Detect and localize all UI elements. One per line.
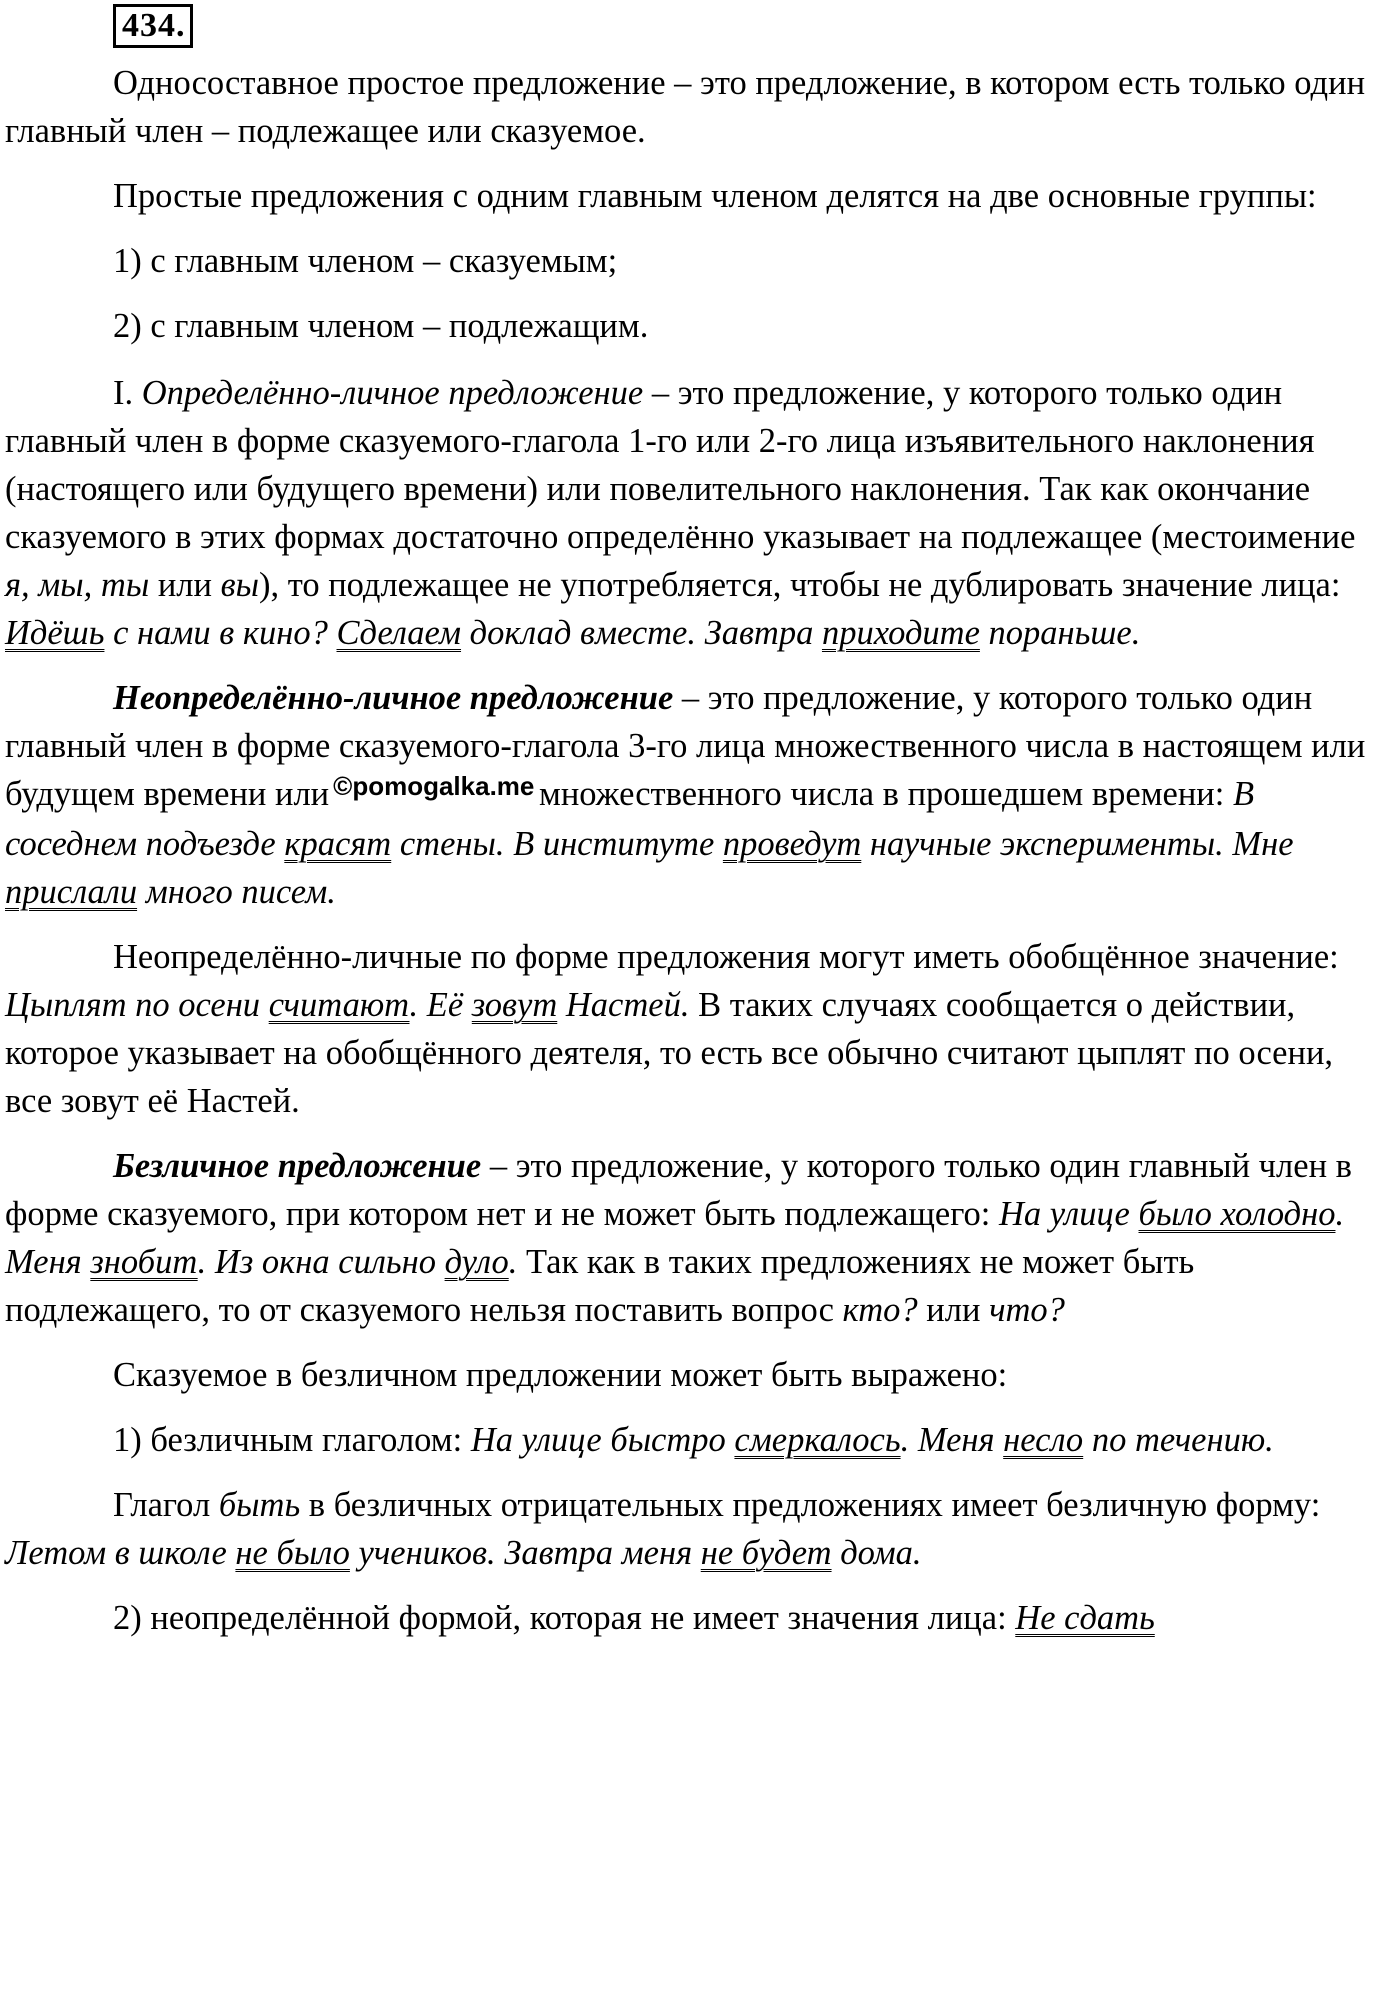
predicate-underlined: несло <box>1003 1421 1084 1459</box>
text: – это предложение, у которого только один главный член в форме сказуемого-глагола 3-го лица множественного числа в настоящем или будущем времени или <box>5 679 1366 813</box>
example: Летом в школе <box>5 1534 236 1572</box>
example: вы <box>220 566 259 604</box>
text: Глагол <box>113 1486 219 1524</box>
predicate-underlined: не будет <box>700 1534 832 1572</box>
example: учеников. Завтра меня <box>349 1534 701 1572</box>
paragraph-verb-byt <box>5 1481 1375 1577</box>
paragraph-definition: Односоставное простое предложение – это предложение, в котором есть только один главный член – подлежащее или сказуемое. <box>5 64 1366 150</box>
predicate-underlined: красят <box>284 825 392 863</box>
predicate-underlined: Сделаем <box>336 614 462 652</box>
predicate-underlined: Идёшь <box>5 614 105 652</box>
example: доклад вместе. Завтра <box>461 614 822 652</box>
example: дома. <box>831 1534 922 1572</box>
predicate-underlined: не было <box>235 1534 350 1572</box>
text: 2) неопределённой формой, которая не имеет значения лица: <box>113 1599 1016 1637</box>
example: На улице быстро <box>470 1421 735 1459</box>
text: – это предложение, у которого только один главный член в форме сказуемого, при котором нет и не может быть подлежащего: <box>5 1147 1352 1233</box>
example: . Меня <box>5 1195 1345 1281</box>
text: или <box>917 1291 990 1329</box>
predicate-underlined: считают <box>268 986 410 1024</box>
paragraph-groups: Простые предложения с одним главным членом делятся на две основные группы: <box>113 177 1317 215</box>
text: I. <box>113 374 142 412</box>
example: быть <box>218 1486 301 1524</box>
predicate-underlined: знобит <box>90 1243 198 1281</box>
example: стены. В институте <box>391 825 723 863</box>
paragraph-indefinite-personal <box>5 674 1375 916</box>
text: В таких случаях сообщается о действии, которое указывает на обобщённого деятеля, то есть все обычно считают цыплят по осени, все зовут её Настей. <box>5 986 1334 1120</box>
predicate-underlined: смеркалось <box>734 1421 901 1459</box>
text: ), то подлежащее не употребляется, чтобы не дублировать значение лица: <box>258 566 1341 604</box>
example: Цыплят по осени <box>5 986 269 1024</box>
example: . Её <box>409 986 472 1024</box>
list-item-impersonal-verb <box>5 1416 1375 1464</box>
paragraph-impersonal <box>5 1142 1375 1334</box>
predicate-underlined: было холодно <box>1138 1195 1336 1233</box>
predicate-underlined: приходите <box>821 614 980 652</box>
example: В соседнем подъезде <box>5 775 1255 863</box>
example: На улице <box>998 1195 1139 1233</box>
term: Определённо-личное предложение <box>141 374 644 412</box>
example: пораньше. <box>979 614 1141 652</box>
text: 1) безличным глаголом: <box>113 1421 471 1459</box>
list-item-1: 1) с главным членом – сказуемым; <box>113 242 618 280</box>
predicate-underlined: дуло <box>444 1243 509 1281</box>
term: Неопределённо-личное предложение <box>113 679 674 717</box>
predicate-underlined: Не сдать <box>1015 1599 1155 1637</box>
paragraph-predicate-forms: Сказуемое в безличном предложении может быть выражено: <box>113 1356 1008 1394</box>
example: кто? <box>842 1291 918 1329</box>
text: или <box>149 566 221 604</box>
example: с нами в кино? <box>104 614 337 652</box>
example: много писем. <box>137 873 336 911</box>
paragraph-generalized <box>5 933 1375 1125</box>
watermark: ©pomogalka.me <box>333 771 535 801</box>
exercise-number: 434. <box>113 4 193 48</box>
example: я, мы, ты <box>5 566 150 604</box>
example: научные эксперименты. Мне <box>861 825 1294 863</box>
example: . Из окна сильно <box>197 1243 445 1281</box>
example: Настей. <box>557 986 690 1024</box>
predicate-underlined: прислали <box>5 873 138 911</box>
list-item-infinitive <box>5 1594 1375 1642</box>
predicate-underlined: проведут <box>722 825 862 863</box>
text: – это предложение, у которого только один главный член в форме сказуемого-глагола 1-го или 2-го лица изъявительного наклонения (настоящего или будущего времени) или повелительного наклонения. Так как окончание сказуемого в этих формах достаточно определённо указывает на подлежащее (местоимение <box>5 374 1356 556</box>
example: что? <box>989 1291 1065 1329</box>
list-item-2: 2) с главным членом – подлежащим. <box>113 307 649 345</box>
paragraph-definite-personal <box>5 369 1375 657</box>
text: множественного числа в прошедшем времени: <box>530 775 1233 813</box>
example: . Меня <box>900 1421 1004 1459</box>
example: по течению. <box>1083 1421 1274 1459</box>
text: Неопределённо-личные по форме предложения могут иметь обобщённое значение: <box>113 938 1339 976</box>
term: Безличное предложение <box>113 1147 482 1185</box>
example: . <box>508 1243 518 1281</box>
textbook-page <box>5 0 1375 1659</box>
text: Так как в таких предложениях не может быть подлежащего, то от сказуемого нельзя поставить вопрос <box>5 1243 1195 1329</box>
predicate-underlined: зовут <box>471 986 558 1024</box>
text: в безличных отрицательных предложениях имеет безличную форму: <box>300 1486 1321 1524</box>
